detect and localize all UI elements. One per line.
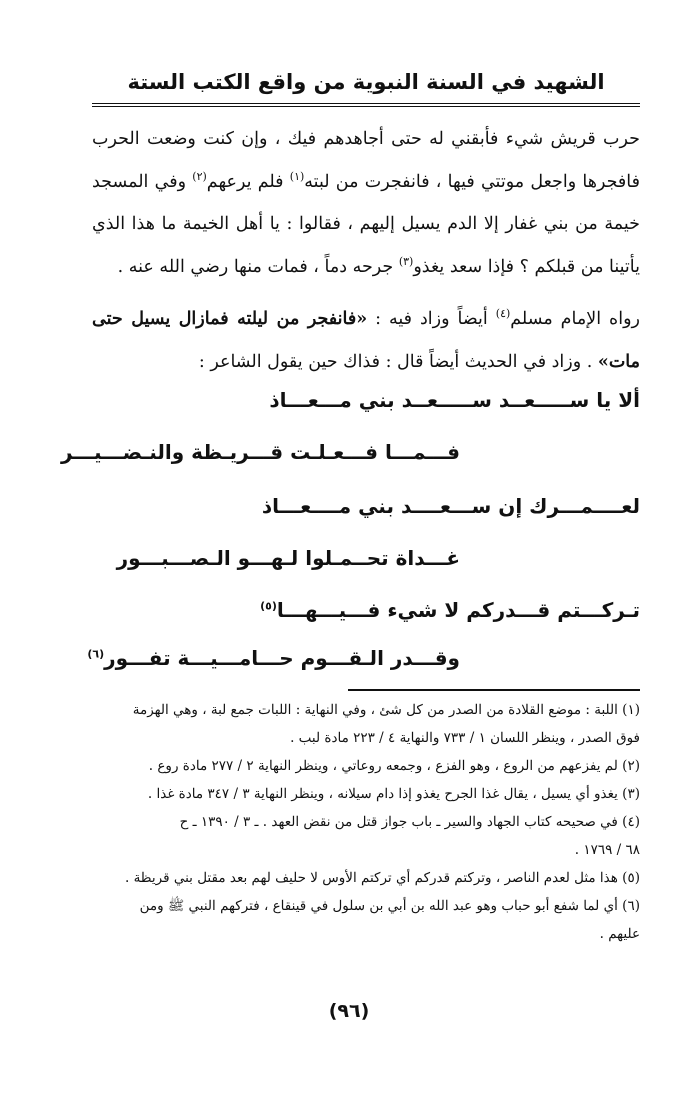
footnote-ref-2: (٢) [192,169,207,183]
footnote-ref-3: (٣) [398,254,414,268]
poem-verse-3: لعــــمـــرك إن ســـعــــد بني مــــعـــاذ [261,494,640,518]
footnote-ref-6: (٦) [87,647,105,661]
header-rule [92,103,640,107]
poem-verse-2: فـــمـــا فـــعـلـت قـــريـظة والنـضـــيـــر [61,440,460,464]
page-number: (٩٦) [328,1000,370,1022]
poem-verse-5: تـركـــتم قـــدركم لا شيء فـــيـــهـــا$^{(٥)}$ [260,598,640,622]
poem-verse-4: غـــداة تحــمـلوا لـهـــو الـصـــبـــور [116,546,460,570]
footnote-ref-1: (١) [289,169,305,183]
running-header-title: الشهيد في السنة النبوية من واقع الكتب الستة [127,70,605,94]
footnote-ref-5: (٥) [260,599,277,613]
footnote-2: (٢) لم يفزعهم من الروع ، وهو الفزع ، وجمعه روعاتي ، وينظر النهاية ٢ / ٢٧٧ مادة روع . [148,758,640,774]
hadith-quote: «فانفجر من ليلته فمازال يسيل حتى مات» [92,309,640,372]
footnote-4: (٤) في صحيحه كتاب الجهاد والسير ـ باب جواز قتل من نقض العهد . ـ ٣ / ١٣٩٠ ـ ح ٦٨ / ١٧٦٩ . [179,814,640,858]
footnotes [92,696,640,948]
footnote-5: (٥) هذا مثل لعدم الناصر ، وتركتم قدركم أي تركتم الأوس لا حليف لهم بعد مقتل بني قريظة . [124,870,640,886]
footnote-separator [348,689,640,691]
poem-verse-1: ألا يا ســـــعــد ســـــعــد بني مـــعـــاذ [269,388,640,412]
footnote-6: (٦) أي لما شفع أبو حباب وهو عبد الله بن أبي بن سلول في قينقاع ، فتركهم النبي ﷺ ومن عليهم . [139,898,640,942]
paragraph-1: حرب قريش شيء فأبقني له حتى أجاهدهم فيك ، وإن كنت وضعت الحرب فافجرها واجعل موتتي فيها ، فانفجرت من لبته$^{(١)}$ فلم يرعهم$^{(٢)}$ وفي المسجد خيمة من بني غفار إلا الدم يسيل إليهم ، فقالوا : يا أهل الخيمة ما هذا الذي يأتينا من قبلكم ؟ فإذا سعد يغذو$^{(٣)}$ جرحه دماً ، فمات منها رضي الله عنه . [92,129,640,277]
paragraph-2: رواه الإمام مسلم$^{(٤)}$ أيضاً وزاد فيه : «فانفجر من ليلته فمازال يسيل حتى مات» . وزاد في الحديث أيضاً قال : فذاك حين يقول الشاعر : [92,307,640,372]
poem-verse-6: وقـــدر الـقـــوم حـــامـــيـــة تفـــور$^{(٦)}$ [87,646,460,670]
footnote-3: (٣) يغذو أي يسيل ، يقال غذا الجرح يغذو إذا دام سيلانه ، وينظر النهاية ٣ / ٣٤٧ مادة غذا . [147,786,640,802]
main-text [92,118,640,383]
running-header [92,64,640,100]
footnote-ref-4: (٤) [495,307,511,321]
poem [61,382,640,682]
footnote-1: (١) اللبة : موضع القلادة من الصدر من كل شئ ، وفي النهاية : اللبات جمع لبة ، وهي الهزمة فوق الصدر ، وينظر اللسان ١ / ٧٣٣ والنهاية ٤ / ٢٢٣ مادة لبب . [132,702,640,746]
